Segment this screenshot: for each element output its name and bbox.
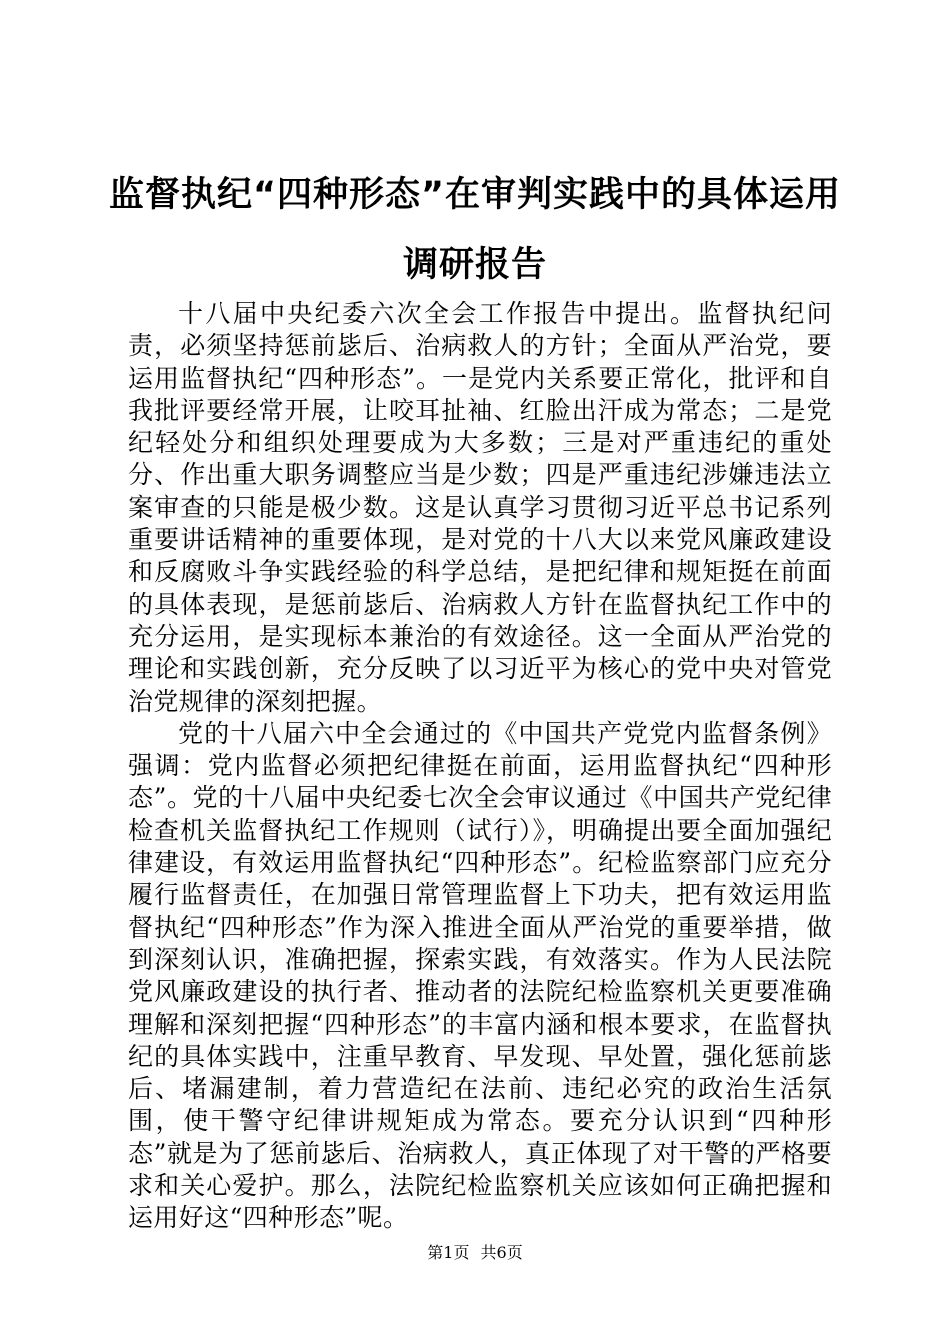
page-number-footer: 第1页 共6页 bbox=[427, 1243, 523, 1262]
document-title: 监督执纪“四种形态”在审判实践中的具体运用调研报告 bbox=[108, 175, 841, 285]
paragraph-1: 十八届中央纪委六次全会工作报告中提出。监督执纪问责，必须坚持惩前毖后、治病救人的方针；全面从严治党，要运用监督执纪“四种形态”。一是党内关系要正常化，批评和自我批评要经常开展，让咬耳扯袖、红脸出汗成为常态；二是党纪轻处分和组织处理要成为大多数；三是对严重违纪的重处分、作出重大职务调整应当是少数；四是严重违纪涉嫌违法立案审查的只能是极少数。这是认真学习贯彻习近平总书记系列重要讲话精神的重要体现，是对党的十八大以来党风廉政建设和反腐败斗争实践经验的科学总结，是把纪律和规矩挺在前面的具体表现，是惩前毖后、治病救人方针在监督执纪工作中的充分运用，是实现标本兼治的有效途径。这一全面从严治党的理论和实践创新，充分反映了以习近平为核心的党中央对管党治党规律的深刻把握。 bbox=[128, 299, 832, 716]
document-body bbox=[128, 298, 832, 1235]
paragraph-2: 党的十八届六中全会通过的《中国共产党党内监督条例》强调：党内监督必须把纪律挺在前面，运用监督执纪“四种形态”。党的十八届中央纪委七次全会审议通过《中国共产党纪律检查机关监督执纪工作规则（试行）》，明确提出要全面加强纪律建设，有效运用监督执纪“四种形态”。纪检监察部门应充分履行监督责任，在加强日常管理监督上下功夫，把有效运用监督执纪“四种形态”作为深入推进全面从严治党的重要举措，做到深刻认识，准确把握，探索实践，有效落实。作为人民法院党风廉政建设的执行者、推动者的法院纪检监察机关更要准确理解和深刻把握“四种形态”的丰富内涵和根本要求，在监督执纪的具体实践中，注重早教育、早发现、早处置，强化惩前毖后、堵漏建制，着力营造纪在法前、违纪必究的政治生活氛围，使干警守纪律讲规矩成为常态。要充分认识到“四种形态”就是为了惩前毖后、治病救人，真正体现了对干警的严格要求和关心爱护。那么，法院纪检监察机关应该如何正确把握和运用好这“四种形态”呢。 bbox=[128, 718, 832, 1233]
